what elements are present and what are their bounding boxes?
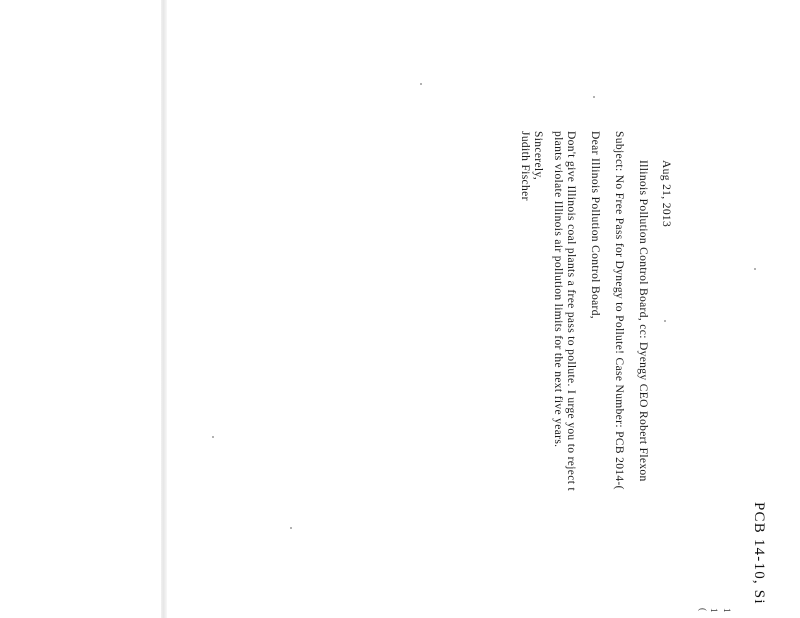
case-number-stamp: PCB 14-10, Si [751, 502, 767, 605]
stamp-fragment-2: 1 [709, 608, 719, 613]
letter-signature: Judith Fischer [519, 131, 531, 201]
scan-speck [290, 527, 292, 529]
letter-subject: Subject: No Free Pass for Dynegy to Pollute! Case Number: PCB 2014-( [613, 131, 625, 490]
scan-speck [754, 268, 756, 270]
letter-salutation: Dear Illinois Pollution Control Board, [589, 131, 601, 320]
scan-speck [664, 320, 666, 322]
stamp-fragment-3: ( [698, 608, 708, 611]
scan-edge-shadow [161, 0, 167, 618]
letter-body-line-2: plants violate Illinois air pollution limits for the next five years. [552, 131, 564, 448]
letter-closing: Sincerely, [532, 131, 544, 181]
letter-recipients: Illinois Pollution Control Board, cc: Dyengy CEO Robert Flexon [637, 160, 649, 482]
scan-speck [212, 436, 214, 438]
scan-speck [593, 96, 595, 98]
letter-body-line-1: Don't give Illinois coal plants a free pass to pollute. I urge you to reject t [565, 131, 577, 492]
scan-speck [420, 83, 422, 85]
letter-date: Aug 21, 2013 [660, 160, 672, 228]
stamp-fragment-1: 1 [722, 608, 732, 613]
